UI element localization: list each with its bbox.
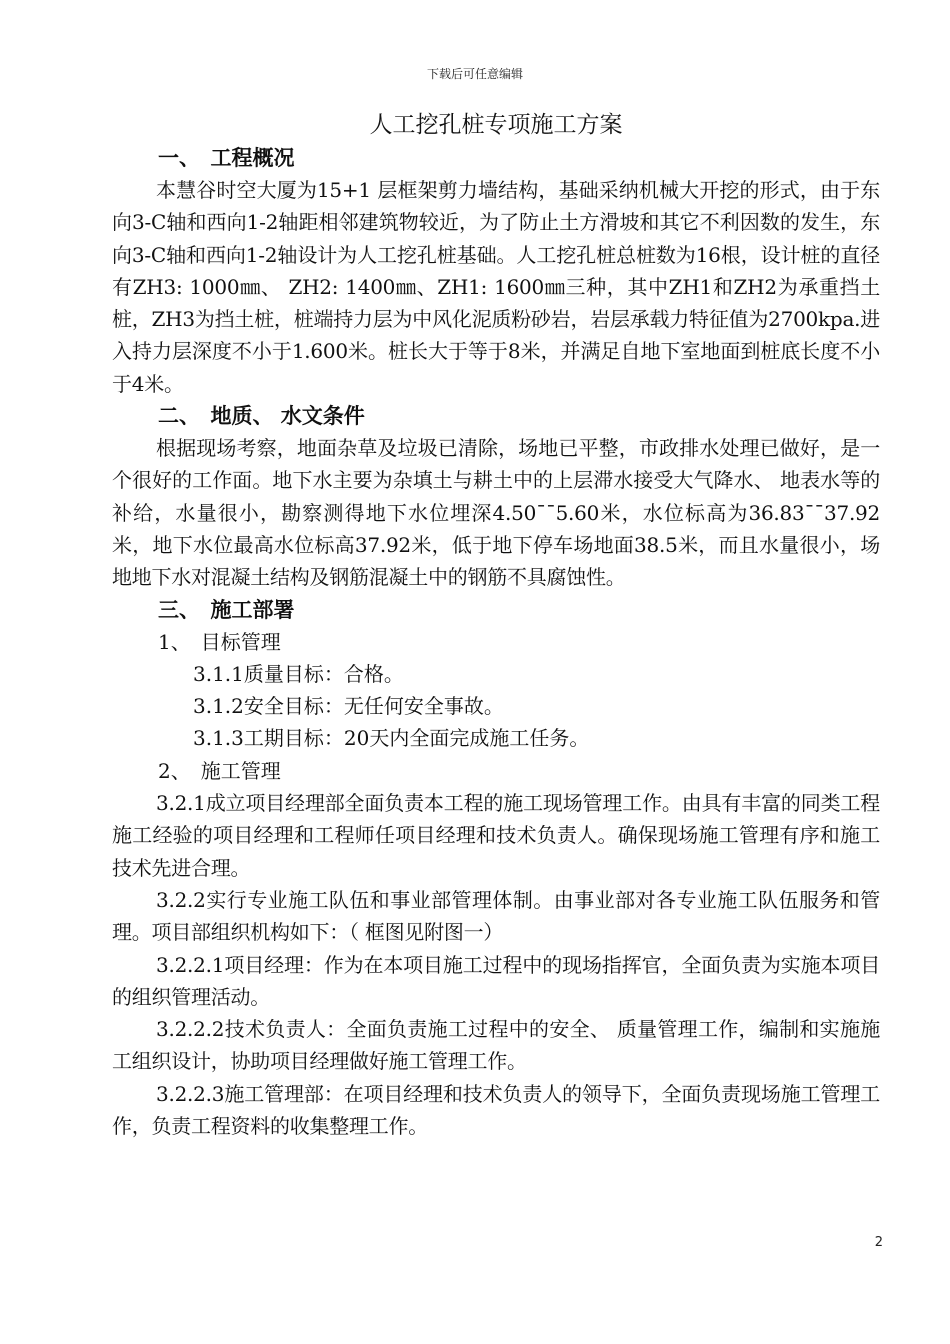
section-1-heading: 一、 工程概况 — [158, 146, 295, 170]
document-body — [112, 109, 880, 1142]
page-header-note: 下载后可任意编辑 — [426, 67, 523, 81]
target-quality: 3.1.1质量目标：合格。 — [193, 661, 404, 686]
paragraph-3-2-2-1: 3.2.2.1项目经理：作为在本项目施工过程中的现场指挥官，全面负责为实施本项目的组织管理活动。 — [112, 952, 880, 1009]
section-3-heading: 三、 施工部署 — [158, 597, 295, 622]
section-2-paragraph: 根据现场考察，地面杂草及垃圾已清除，场地已平整，市政排水处理已做好，是一个很好的工作面。地下水主要为杂填土与耕土中的上层滞水接受大气降水、 地表水等的补给，水量很小，勘察测得地下水位埋深4.50¯¯5.60米，水位标高为36.83¯¯37.92米，地下水位最高水位标高37.92米，低于地下停车场地面38.5米，而且水量很小，场地地下水对混凝土结构及钢筋混凝土中的钢筋不具腐蚀性。 — [112, 436, 880, 590]
paragraph-3-2-2-2: 3.2.2.2技术负责人：全面负责施工过程中的安全、 质量管理工作，编制和实施施工组织设计，协助项目经理做好施工管理工作。 — [112, 1017, 880, 1074]
section-2-heading: 二、 地质、 水文条件 — [158, 404, 365, 429]
subsection-target-management: 1、 目标管理 — [158, 629, 281, 654]
document-title: 人工挖孔桩专项施工方案 — [369, 112, 623, 138]
paragraph-3-2-2: 3.2.2实行专业施工队伍和事业部管理体制。由事业部对各专业施工队伍服务和管理。项目部组织机构如下：（ 框图见附图一） — [112, 887, 880, 945]
paragraph-3-2-2-3: 3.2.2.3施工管理部：在项目经理和技术负责人的领导下，全面负责现场施工管理工作，负责工程资料的收集整理工作。 — [112, 1081, 880, 1139]
target-safety: 3.1.2安全目标：无任何安全事故。 — [193, 694, 504, 719]
paragraph-3-2-1: 3.2.1成立项目经理部全面负责本工程的施工现场管理工作。由具有丰富的同类工程施工经验的项目经理和工程师任项目经理和技术负责人。确保现场施工管理有序和施工技术先进合理。 — [112, 791, 880, 880]
page-number: 2 — [874, 1235, 883, 1250]
section-1-paragraph: 本慧谷时空大厦为15+1 层框架剪力墙结构，基础采纳机械大开挖的形式，由于东向3-C轴和西向1-2轴距相邻建筑物较近，为了防止土方滑坡和其它不利因数的发生，东向3-C轴和西向1-2轴设计为人工挖孔桩基础。人工挖孔桩总桩数为16根，设计桩的直径有ZH3: 1000㎜、 ZH2: 1400㎜、ZH1: 1600㎜三种，其中ZH1和ZH2为承重挡土桩，ZH3为挡土桩，桩端持力层为中风化泥质粉砂岩，岩层承载力特征值为2700kpa.进入持力层深度不小于1.600米。桩长大于等于8米，并满足自地下室地面到桩底长度不小于4米。 — [112, 178, 880, 396]
target-schedule: 3.1.3工期目标：20天内全面完成施工任务。 — [193, 726, 590, 751]
subsection-construction-management: 2、 施工管理 — [158, 758, 281, 783]
